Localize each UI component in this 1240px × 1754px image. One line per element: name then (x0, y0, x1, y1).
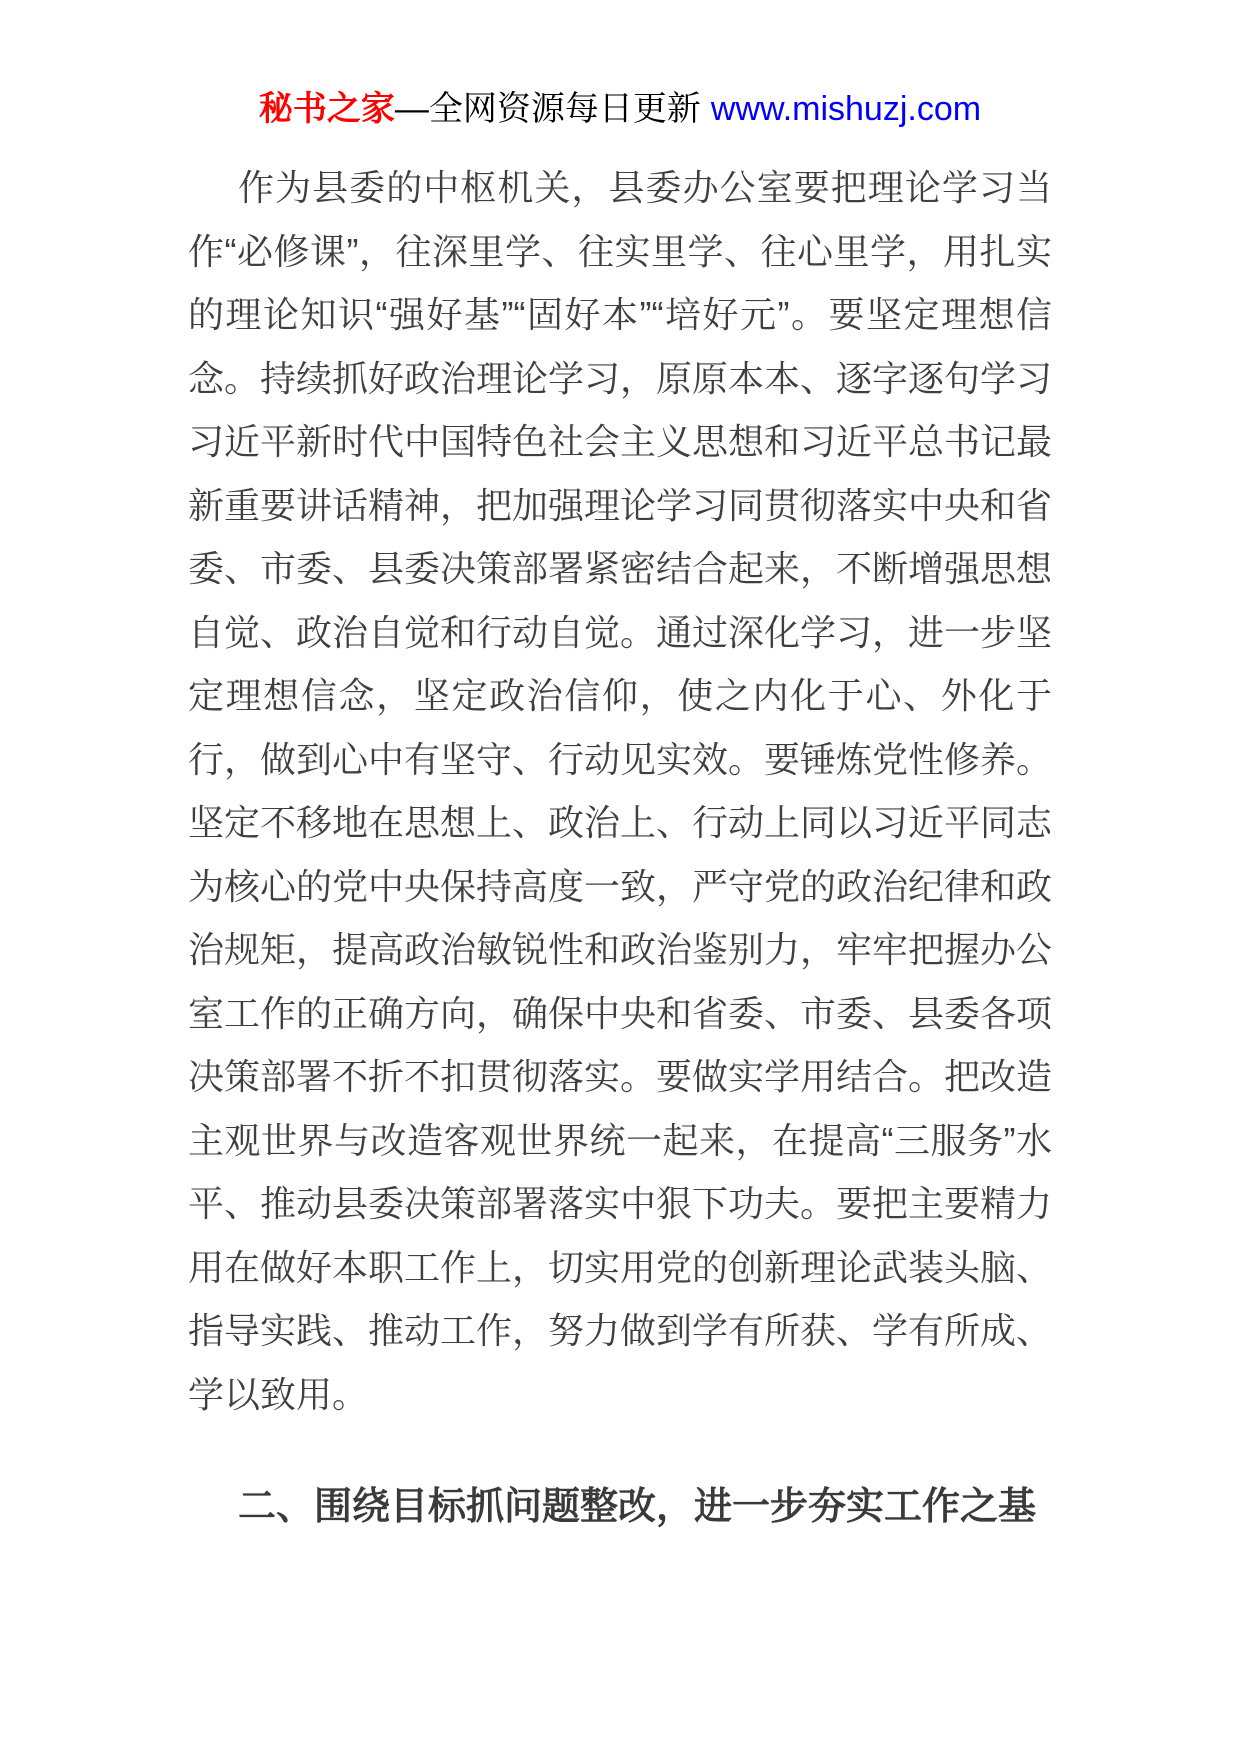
site-brand-text: 秘书之家 (258, 90, 395, 128)
body-paragraph: 作为县委的中枢机关，县委办公室要把理论学习当作“必修课”，往深里学、往实里学、往心里学，用扎实的理论知识“强好基”“固好本”“培好元”。要坚定理想信念。持续抓好政治理论学习，原原本本、逐字逐句学习习近平新时代中国特色社会主义思想和习近平总书记最新重要讲话精神，把加强理论学习同贯彻落实中央和省委、市委、县委决策部署紧密结合起来，不断增强思想自觉、政治自觉和行动自觉。通过深化学习，进一步坚定理想信念，坚定政治信仰，使之内化于心、外化于行，做到心中有坚守、行动见实效。要锤炼党性修养。坚定不移地在思想上、政治上、行动上同以习近平同志为核心的党中央保持高度一致，严守党的政治纪律和政治规矩，提高政治敏锐性和政治鉴别力，牢牢把握办公室工作的正确方向，确保中央和省委、市委、县委各项决策部署不折不扣贯彻落实。要做实学用结合。把改造主观世界与改造客观世界统一起来，在提高“三服务”水平、推动县委决策部署落实中狠下功夫。要把主要精力用在做好本职工作上，切实用党的创新理论武装头脑、指导实践、推动工作，努力做到学有所获、学有所成、学以致用。 (188, 167, 1053, 1415)
section-heading-2: 二、围绕目标抓问题整改，进一步夯实工作之基 (238, 1486, 1037, 1528)
site-url-link[interactable]: www.mishuzj.com (710, 90, 982, 128)
site-tagline-text: —全网资源每日更新 (394, 90, 701, 128)
site-watermark-header (0, 86, 1240, 132)
document-body (188, 156, 1052, 1539)
